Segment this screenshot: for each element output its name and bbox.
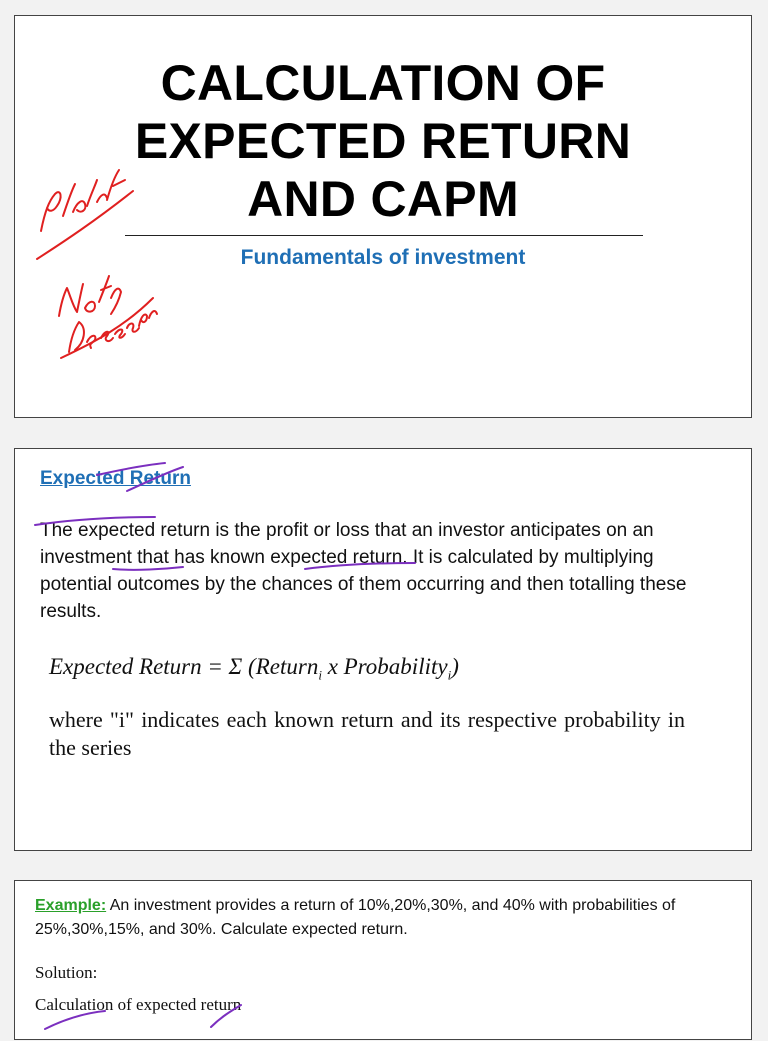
formula-subscript-probability: i	[447, 667, 452, 683]
expected-return-formula	[49, 654, 459, 684]
example-label: Example:	[35, 897, 107, 914]
example-paragraph	[35, 894, 735, 942]
formula-mid: x Probability	[321, 654, 448, 679]
title-slide	[14, 15, 752, 418]
formula-subscript-return: i	[318, 667, 322, 683]
example-problem-text: An investment provides a return of 10%,20%,30%, and 40% with probabilities of 25%,30%,15%, and 30%. Calculate expected return.	[35, 897, 676, 938]
slide-subtitle: Fundamentals of investment	[240, 246, 526, 269]
formula-note: where "i" indicates each known return and its respective probability in the series	[49, 707, 685, 760]
formula-lhs: Expected Return = Σ (Return	[49, 654, 319, 679]
solution-label: Solution:	[35, 963, 98, 982]
example-slide	[14, 880, 752, 1040]
handwritten-markup	[15, 449, 753, 852]
section-heading: Expected Return	[40, 468, 191, 489]
calculation-label: Calculation of expected return	[35, 995, 242, 1014]
definition-paragraph: The expected return is the profit or loss that an investor anticipates on an investment that has known expected return. It is calculated by multiplying potential outcomes by the chances of them occurring and then totalling these results.	[40, 520, 687, 622]
definition-slide	[14, 448, 752, 851]
title-divider	[125, 235, 643, 236]
formula-end: )	[451, 654, 459, 679]
slide-title: CALCULATION OF EXPECTED RETURN AND CAPM	[134, 55, 632, 227]
